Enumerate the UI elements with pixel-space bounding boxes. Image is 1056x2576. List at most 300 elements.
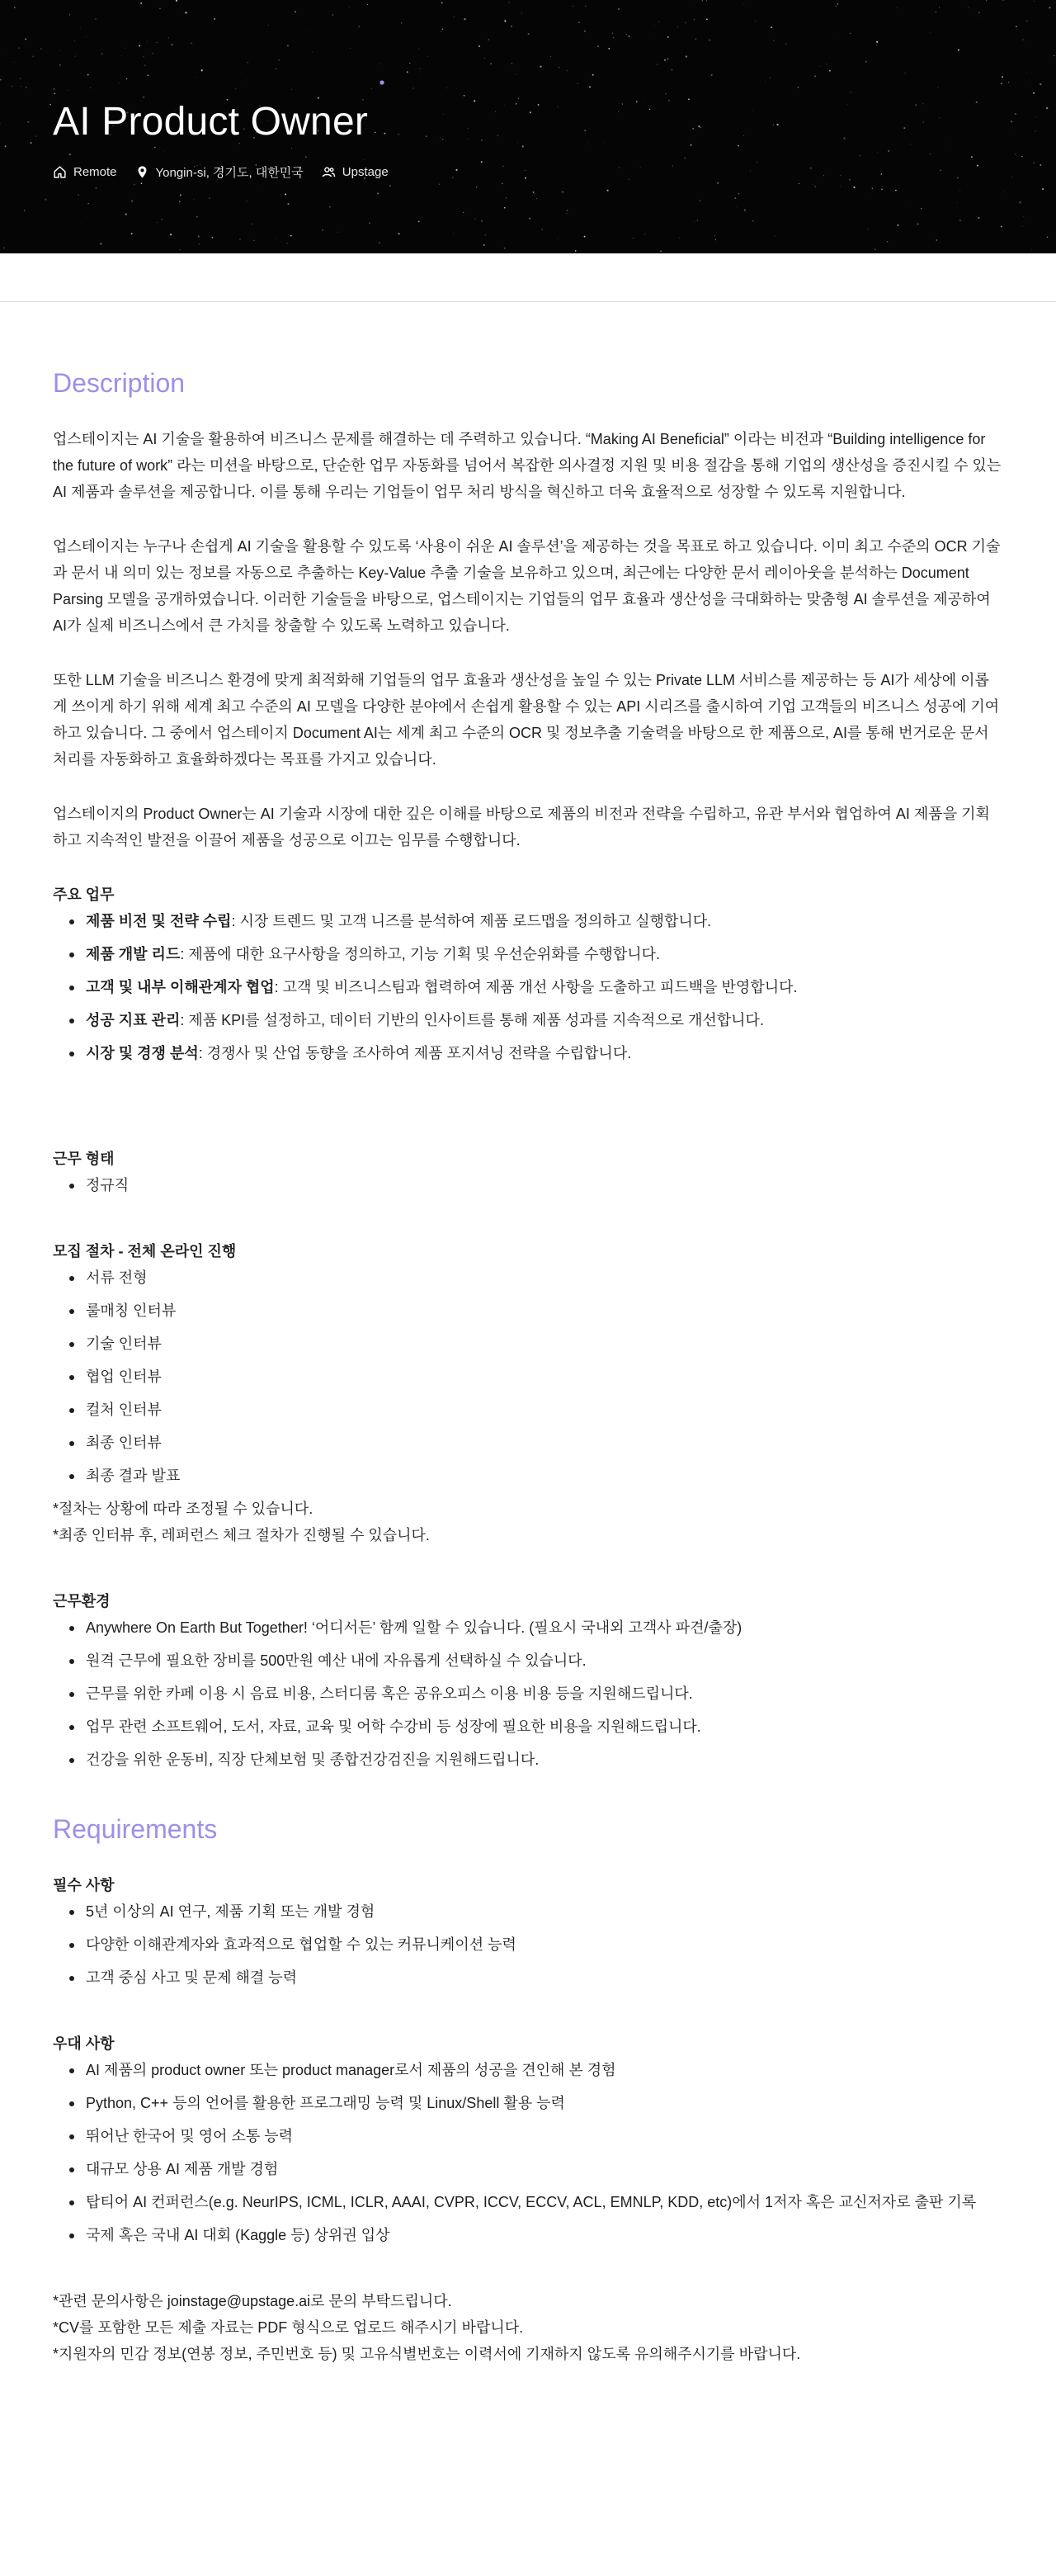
star	[140, 2, 142, 4]
description-paragraph: 업스테이지는 누구나 손쉽게 AI 기술을 활용할 수 있도록 ‘사용이 쉬운 AI 솔루션’을 제공하는 것을 목표로 하고 있습니다. 이미 최고 수준의 OCR 기술과 문서 내 의미 있는 정보를 자동으로 추출하는 Key-Value 추출 기술을 보유하고 있으며, 최근에는 다양한 문서 레이아웃을 분석하는 Document Parsing 모델을 공개하였습니다. 이러한 기술들을 바탕으로, 업스테이지는 기업들의 업무 효율과 생산성을 극대화하는 맞춤형 AI 솔루션을 제공하여 AI가 실제 비즈니스에서 큰 가치를 창출할 수 있도록 노력하고 있습니다.	[53, 538, 1001, 634]
star	[690, 144, 691, 146]
list-item	[86, 1040, 1003, 1066]
job-title: AI Product Owner	[53, 100, 369, 144]
star	[101, 53, 103, 54]
home-icon	[53, 165, 67, 179]
star	[917, 223, 919, 225]
star	[584, 31, 586, 32]
star	[1024, 216, 1025, 217]
star	[506, 197, 507, 198]
star	[738, 193, 739, 194]
star	[180, 194, 182, 196]
star	[702, 0, 703, 1]
star	[612, 33, 613, 34]
star	[700, 127, 701, 129]
star	[849, 179, 851, 181]
star	[518, 98, 519, 99]
meta-label: Yongin-si, 경기도, 대한민국	[155, 166, 304, 180]
star	[1040, 83, 1041, 85]
star	[290, 235, 292, 237]
star	[525, 170, 526, 171]
star	[958, 49, 959, 50]
star	[401, 22, 403, 24]
star	[322, 229, 323, 231]
star	[711, 74, 713, 76]
star	[380, 80, 384, 84]
job-meta	[53, 163, 407, 181]
star	[126, 78, 127, 79]
star	[442, 139, 444, 140]
list-item: 컬처 인터뷰	[86, 1397, 1003, 1423]
star	[481, 161, 483, 163]
star	[464, 18, 465, 20]
list-item: 국제 혹은 국내 AI 대회 (Kaggle 등) 상위권 입상	[86, 2222, 1003, 2248]
star	[31, 142, 32, 144]
star	[420, 68, 422, 69]
star	[268, 25, 269, 26]
star	[566, 213, 567, 214]
star	[640, 167, 641, 168]
star	[40, 48, 42, 50]
star	[377, 192, 379, 194]
star	[125, 213, 127, 215]
star	[171, 44, 172, 45]
star	[688, 98, 690, 100]
environment-title: 근무환경	[53, 1593, 111, 1609]
star	[418, 220, 420, 222]
process-title: 모집 절차 - 전체 온라인 진행	[53, 1243, 237, 1260]
list-item	[86, 974, 1003, 1000]
star	[371, 88, 372, 89]
star	[880, 173, 882, 175]
star	[168, 37, 169, 38]
star	[1002, 0, 1003, 1]
star	[814, 76, 816, 78]
star	[50, 104, 51, 106]
star	[337, 232, 338, 233]
star	[613, 37, 615, 39]
star	[558, 106, 559, 107]
star	[836, 6, 837, 7]
star	[698, 125, 700, 127]
meta-location	[135, 163, 304, 181]
star	[533, 191, 535, 193]
star	[618, 8, 620, 10]
list-item: 뛰어난 한국어 및 영어 소통 능력	[86, 2123, 1003, 2149]
star	[95, 18, 97, 20]
list-item: 최종 결과 발표	[86, 1463, 1003, 1489]
star	[1008, 82, 1009, 83]
star	[474, 219, 475, 220]
star	[986, 0, 987, 1]
star	[121, 55, 122, 56]
star	[12, 86, 13, 87]
duty-text: : 고객 및 비즈니스팀과 협력하여 제품 개선 사항을 도출하고 피드백을 반영합니다.	[274, 979, 798, 995]
star	[485, 234, 487, 236]
star	[502, 166, 504, 168]
hero-content	[53, 97, 407, 181]
star	[332, 14, 333, 16]
employment-list	[53, 1172, 1003, 1198]
star	[80, 27, 81, 28]
star	[1035, 116, 1036, 117]
meta-label: Upstage	[342, 165, 389, 179]
list-item: Python, C++ 등의 언어를 활용한 프로그래밍 능력 및 Linux/Shell 활용 능력	[86, 2090, 1003, 2116]
star	[380, 63, 381, 64]
star	[566, 70, 567, 71]
star	[667, 58, 668, 59]
star	[69, 14, 70, 15]
list-item: 서류 전형	[86, 1264, 1003, 1291]
star	[426, 135, 427, 136]
duties-list	[53, 908, 1003, 1066]
star	[504, 20, 506, 21]
star	[654, 35, 655, 36]
star	[584, 236, 586, 238]
star	[820, 66, 821, 67]
star	[957, 202, 958, 203]
star	[235, 88, 236, 89]
star	[872, 187, 874, 189]
location-pin-icon	[135, 165, 149, 179]
star	[198, 236, 200, 238]
star	[692, 128, 694, 130]
star	[823, 175, 824, 176]
star	[179, 201, 181, 203]
star	[977, 165, 978, 167]
star	[562, 191, 563, 193]
star	[744, 209, 746, 210]
star	[660, 250, 662, 252]
star	[409, 63, 410, 64]
spacer	[0, 253, 1056, 301]
star	[3, 248, 5, 249]
star	[644, 97, 645, 98]
star	[737, 206, 738, 207]
list-item: 5년 이상의 AI 연구, 제품 기획 또는 개발 경험	[86, 1898, 1003, 1925]
environment-list	[53, 1614, 1003, 1773]
star	[664, 59, 666, 61]
list-item: 업무 관련 소프트웨어, 도서, 자료, 교육 및 어학 수강비 등 성장에 필요한 비용을 지원해드립니다.	[86, 1713, 1003, 1740]
star	[0, 79, 2, 81]
star	[427, 56, 428, 57]
star	[141, 182, 143, 184]
star	[668, 100, 670, 102]
star	[618, 111, 619, 112]
star	[441, 2, 443, 4]
list-item: 대규모 상용 AI 제품 개발 경험	[86, 2156, 1003, 2182]
contact-note: *관련 문의사항은 joinstage@upstage.ai로 문의 부탁드립니다.	[53, 2293, 452, 2309]
required-list	[53, 1898, 1003, 1991]
star	[677, 26, 678, 27]
meta-label: Remote	[73, 165, 117, 179]
required-section	[53, 1872, 1003, 1991]
star	[481, 139, 483, 141]
star	[1026, 20, 1028, 21]
star	[25, 38, 26, 40]
star	[483, 244, 485, 246]
star	[874, 248, 876, 250]
spacer	[53, 1106, 1003, 1139]
duty-bold: 제품 비전 및 전략 수립	[86, 913, 232, 929]
star	[619, 167, 620, 168]
star	[1033, 92, 1035, 94]
star	[597, 45, 599, 47]
star	[923, 103, 924, 104]
star	[976, 102, 978, 103]
star	[1042, 188, 1044, 190]
star	[285, 193, 286, 195]
star	[278, 59, 280, 61]
duty-text: : 제품에 대한 요구사항을 정의하고, 기능 기획 및 우선순위화를 수행합니다.	[180, 946, 660, 962]
star	[636, 101, 638, 102]
list-item	[86, 941, 1003, 967]
star	[20, 78, 21, 79]
duty-bold: 고객 및 내부 이해관계자 협업	[86, 979, 275, 995]
star	[131, 200, 133, 201]
star	[978, 12, 980, 14]
star	[1046, 107, 1048, 109]
star	[505, 105, 506, 106]
list-item: 최종 인터뷰	[86, 1430, 1003, 1456]
star	[860, 155, 861, 157]
star	[5, 145, 7, 147]
star	[452, 177, 454, 178]
star	[157, 222, 158, 223]
star	[0, 123, 1, 124]
star	[87, 203, 88, 204]
star	[633, 238, 634, 239]
star	[1003, 191, 1004, 192]
star	[1047, 237, 1049, 239]
list-item	[86, 908, 1003, 934]
star	[78, 194, 79, 196]
star	[152, 53, 153, 54]
star	[209, 198, 210, 199]
environment-section	[53, 1588, 1003, 1773]
star	[194, 199, 195, 200]
star	[495, 111, 496, 112]
star	[309, 31, 310, 32]
star	[60, 50, 61, 51]
star	[785, 43, 787, 45]
star	[156, 42, 157, 43]
star	[541, 229, 543, 230]
star	[550, 56, 551, 57]
star	[196, 77, 197, 78]
star	[196, 216, 198, 218]
star	[379, 242, 380, 243]
duties-title: 주요 업무	[53, 886, 115, 903]
description-paragraph: 업스테이지는 AI 기술을 활용하여 비즈니스 문제를 해결하는 데 주력하고 있습니다. “Making AI Beneficial” 이라는 비전과 “Building intelligence for the future of work” 라는 미션을 바탕으로, 단순한 업무 자동화를 넘어서 복잡한 의사결정 지원 및 비용 절감을 통해 기업의 생산성을 증진시킬 수 있는 AI 제품과 솔루션을 제공합니다. 이를 통해 우리는 기업들이 업무 처리 방식을 혁신하고 더욱 효율적으로 성장할 수 있도록 지원합니다.	[53, 431, 1002, 500]
list-item	[86, 1007, 1003, 1033]
requirements-title: Requirements	[53, 1814, 218, 1844]
star	[287, 203, 289, 205]
star	[895, 190, 897, 191]
required-title: 필수 사항	[53, 1877, 115, 1893]
star	[930, 32, 931, 33]
star	[1015, 113, 1016, 115]
description-paragraph: 업스테이지의 Product Owner는 AI 기술과 시장에 대한 깊은 이해를 바탕으로 제품의 비전과 전략을 수립하고, 유관 부서와 협업하여 AI 제품을 기획하고 지속적인 발전을 이끌어 제품을 성공으로 이끄는 임무를 수행합니다.	[53, 806, 990, 848]
preferred-list	[53, 2057, 1003, 2248]
star	[27, 121, 29, 123]
star	[32, 55, 34, 57]
star	[752, 220, 753, 221]
duty-text: : 시장 트렌드 및 고객 니즈를 분석하여 제품 로드맵을 정의하고 실행합니다.	[231, 913, 712, 929]
list-item: Anywhere On Earth But Together! ‘어디서든’ 함께 일할 수 있습니다. (필요시 국내외 고객사 파견/출장)	[86, 1614, 1003, 1641]
star	[455, 169, 457, 171]
star	[291, 89, 292, 90]
star	[528, 33, 530, 35]
list-item: 건강을 위한 운동비, 직장 단체보험 및 종합건강검진을 지원해드립니다.	[86, 1746, 1003, 1773]
star	[521, 12, 522, 13]
star	[540, 66, 542, 68]
star	[81, 223, 82, 224]
star	[897, 225, 898, 226]
star	[398, 233, 400, 234]
star	[247, 79, 248, 80]
star	[916, 104, 917, 105]
list-item: AI 제품의 product owner 또는 product manager로서 제품의 성공을 견인해 본 경험	[86, 2057, 1003, 2083]
star	[765, 81, 766, 82]
star	[888, 150, 889, 151]
star	[628, 35, 629, 37]
star	[706, 19, 708, 21]
star	[134, 184, 135, 186]
star	[178, 9, 179, 10]
star	[14, 7, 15, 8]
star	[685, 22, 686, 23]
star	[694, 221, 695, 222]
star	[622, 104, 623, 105]
contact-notes	[53, 2288, 1003, 2367]
list-item: 기술 인터뷰	[86, 1331, 1003, 1357]
employment-section	[53, 1146, 1003, 1198]
star	[295, 11, 296, 12]
star	[74, 40, 75, 41]
duty-bold: 성공 지표 관리	[86, 1012, 181, 1028]
star	[176, 0, 177, 2]
process-note: *최종 인터뷰 후, 레퍼런스 체크 절차가 진행될 수 있습니다.	[53, 1527, 430, 1543]
star	[504, 207, 506, 209]
star	[850, 33, 851, 34]
star	[100, 243, 101, 244]
star	[144, 64, 146, 66]
star	[530, 111, 531, 113]
duty-bold: 시장 및 경쟁 분석	[86, 1045, 199, 1061]
star	[481, 220, 483, 222]
star	[87, 73, 89, 75]
star	[191, 42, 192, 44]
star	[921, 208, 922, 209]
star	[253, 240, 254, 241]
meta-team	[322, 165, 389, 179]
star	[841, 175, 842, 176]
list-item: 룰매칭 인터뷰	[86, 1297, 1003, 1324]
star	[490, 63, 492, 64]
star	[497, 135, 498, 136]
list-item: 탑티어 AI 컨퍼런스(e.g. NeurIPS, ICML, ICLR, AAAI, CVPR, ICCV, ECCV, ACL, EMNLP, KDD, etc)에서 1저자 혹은 교신저자로 출판 기록	[86, 2189, 1003, 2215]
duty-text: : 제품 KPI를 설정하고, 데이터 기반의 인사이트를 통해 제품 성과를 지속적으로 개선합니다.	[180, 1012, 764, 1028]
description-title: Description	[53, 368, 186, 398]
star	[287, 45, 289, 46]
star	[522, 145, 524, 147]
star	[468, 128, 469, 129]
star	[829, 70, 831, 72]
star	[939, 117, 940, 118]
star	[667, 36, 669, 38]
star	[474, 100, 475, 102]
star	[1049, 7, 1050, 8]
star	[199, 243, 200, 244]
star	[877, 152, 878, 153]
star	[684, 158, 686, 159]
star	[440, 137, 441, 138]
star	[905, 73, 906, 74]
star	[566, 210, 568, 211]
star	[814, 186, 816, 187]
star	[936, 239, 937, 240]
star	[1002, 76, 1003, 78]
star	[453, 233, 454, 234]
description-paragraph: 또한 LLM 기술을 비즈니스 환경에 맞게 최적화해 기업들의 업무 효율과 생산성을 높일 수 있는 Private LLM 서비스를 제공하는 등 AI가 세상에 이롭게 쓰이게 하기 위해 세계 최고 수준의 AI 모델을 다양한 분야에서 손쉽게 활용할 수 있는 API 시리즈를 출시하여 기업 고객들의 비즈니스 성공에 기여하고 있습니다. 그 중에서 업스테이지 Document AI는 세계 최고 수준의 OCR 및 정보추출 기술력을 바탕으로 한 제품으로, AI를 통해 번거로운 문서 처리를 자동화하고 효율화하겠다는 목표를 가지고 있습니다.	[53, 672, 1000, 768]
star	[18, 47, 20, 49]
star	[536, 198, 537, 199]
star	[147, 41, 148, 42]
star	[1013, 130, 1014, 131]
star	[1031, 248, 1032, 249]
duty-bold: 제품 개발 리드	[86, 946, 181, 962]
star	[329, 206, 330, 207]
star	[658, 21, 659, 22]
hero-banner	[0, 0, 1056, 253]
star	[1026, 83, 1027, 84]
star	[679, 238, 680, 239]
duty-text: : 경쟁사 및 산업 동향을 조사하여 제품 포지셔닝 전략을 수립합니다.	[198, 1045, 632, 1061]
star	[575, 250, 577, 252]
list-item: 정규직	[86, 1172, 1003, 1198]
star	[709, 40, 710, 41]
star	[743, 135, 744, 136]
team-icon	[322, 165, 336, 179]
star	[957, 177, 959, 178]
star	[771, 26, 772, 28]
star	[90, 87, 91, 88]
star	[179, 249, 180, 250]
duties-section	[53, 882, 1003, 1066]
star	[978, 217, 979, 219]
star	[592, 74, 594, 76]
star	[843, 138, 845, 139]
star	[24, 210, 25, 211]
job-description	[0, 302, 1056, 2466]
contact-note: *지원자의 민감 정보(연봉 정보, 주민번호 등) 및 고유식별번호는 이력서에 기재하지 않도록 유의해주시기를 바랍니다.	[53, 2346, 801, 2362]
star	[695, 38, 696, 40]
star	[59, 64, 61, 66]
star	[139, 45, 140, 46]
star	[407, 71, 408, 73]
star	[1022, 39, 1024, 40]
star	[626, 34, 627, 35]
star	[143, 56, 144, 57]
star	[694, 19, 695, 21]
star	[161, 219, 162, 220]
star	[504, 248, 506, 249]
star	[840, 186, 841, 187]
star	[1034, 1, 1035, 2]
star	[442, 28, 444, 30]
process-section	[53, 1238, 1003, 1548]
